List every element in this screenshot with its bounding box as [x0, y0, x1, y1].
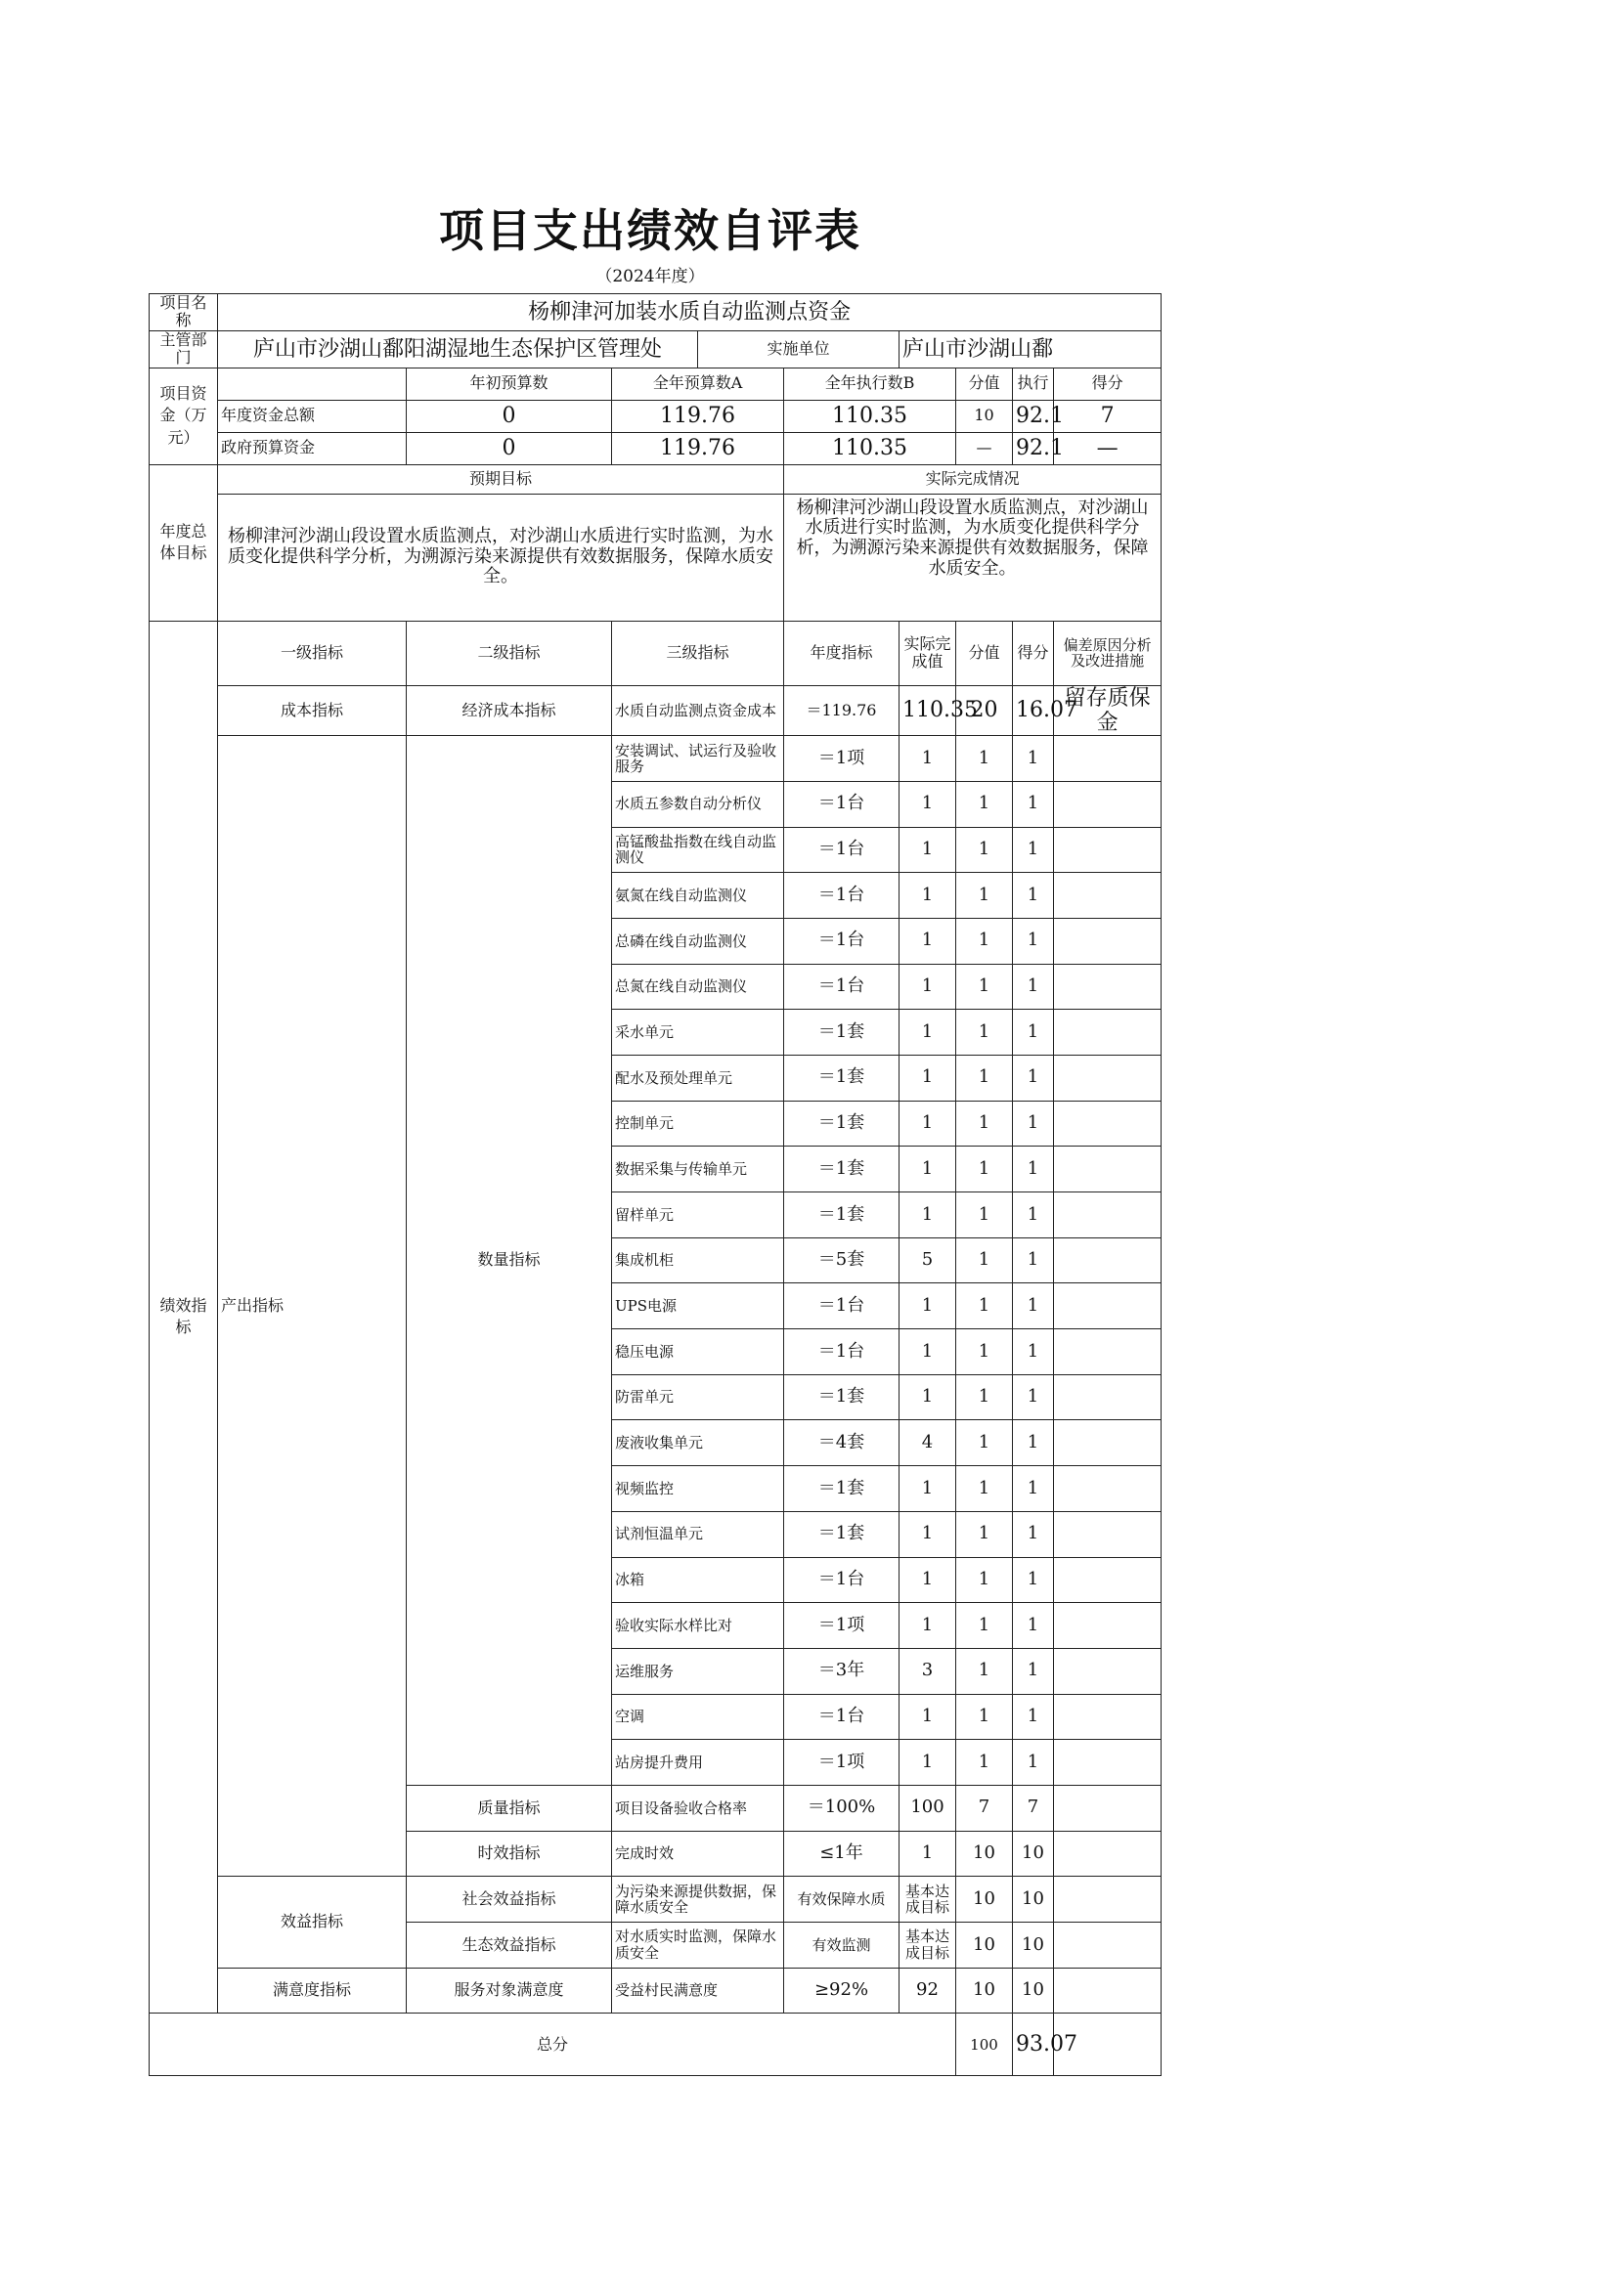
indicator-target: ＝1套: [784, 1055, 900, 1101]
funds-score-value: —: [956, 432, 1013, 464]
indicator-name: 防雷单元: [612, 1374, 784, 1420]
header-level2: 二级指标: [407, 621, 612, 685]
indicator-score: 1: [1013, 1192, 1054, 1238]
indicator-value: 1: [956, 1374, 1013, 1420]
indicator-name: 冰箱: [612, 1557, 784, 1603]
indicator-name: 总磷在线自动监测仪: [612, 918, 784, 964]
indicator-score: 7: [1013, 1785, 1054, 1831]
indicator-value: 10: [956, 1831, 1013, 1877]
indicator-actual: 1: [900, 1329, 956, 1375]
timeliness-level2: 时效指标: [407, 1831, 612, 1877]
total-row: [150, 2014, 1162, 2076]
indicator-deviation: [1054, 1968, 1162, 2014]
indicator-actual: 1: [900, 1192, 956, 1238]
funds-score: 7: [1054, 400, 1162, 432]
header-score: 得分: [1013, 621, 1054, 685]
indicator-target: ＝1套: [784, 1192, 900, 1238]
indicator-deviation: [1054, 1557, 1162, 1603]
indicator-deviation: [1054, 1374, 1162, 1420]
indicator-target: ＝1台: [784, 1329, 900, 1375]
indicator-value: 10: [956, 1877, 1013, 1923]
indicator-value: 1: [956, 1511, 1013, 1557]
indicator-name: UPS电源: [612, 1283, 784, 1329]
indicator-score: 1: [1013, 1374, 1054, 1420]
indicator-value: 1: [956, 1329, 1013, 1375]
header-level1: 一级指标: [218, 621, 407, 685]
indicator-value: 1: [956, 1603, 1013, 1649]
indicator-name: 项目设备验收合格率: [612, 1785, 784, 1831]
indicator-score: 1: [1013, 1283, 1054, 1329]
indicator-score: 1: [1013, 1603, 1054, 1649]
quality-level2: 质量指标: [407, 1785, 612, 1831]
indicator-value: 1: [956, 1648, 1013, 1694]
indicator-score: 1: [1013, 1010, 1054, 1056]
indicator-score: 10: [1013, 1831, 1054, 1877]
cost-value: 20: [956, 685, 1013, 736]
funds-total-row: [150, 400, 1162, 432]
cost-level2: 经济成本指标: [407, 685, 612, 736]
indicator-target: ＝1项: [784, 1603, 900, 1649]
indicator-score: 10: [1013, 1923, 1054, 1969]
goals-expected: 杨柳津河沙湖山段设置水质监测点，对沙湖山水质进行实时监测，为水质变化提供科学分析，为溯源污染来源提供有效数据服务，保障水质安全。: [218, 494, 784, 621]
indicator-value: 1: [956, 1740, 1013, 1786]
indicator-value: 1: [956, 1283, 1013, 1329]
indicator-deviation: [1054, 781, 1162, 827]
indicator-score: 1: [1013, 964, 1054, 1010]
goals-label: 年度总体目标: [150, 464, 218, 621]
goals-expected-header: 预期目标: [218, 464, 784, 494]
indicator-deviation: [1054, 827, 1162, 873]
funds-budget: 119.76: [612, 432, 784, 464]
indicator-value: 1: [956, 1557, 1013, 1603]
indicator-actual: 3: [900, 1648, 956, 1694]
indicator-actual: 基本达成目标: [900, 1877, 956, 1923]
indicator-name: 站房提升费用: [612, 1740, 784, 1786]
quantity-level2: 数量指标: [407, 736, 612, 1786]
indicator-target: ＝1台: [784, 1283, 900, 1329]
funds-header-score-value: 分值: [956, 368, 1013, 400]
indicator-value: 10: [956, 1968, 1013, 2014]
indicator-actual: 1: [900, 1010, 956, 1056]
indicator-actual: 1: [900, 1101, 956, 1147]
funds-row-label: 年度资金总额: [218, 400, 407, 432]
indicator-name: 留样单元: [612, 1192, 784, 1238]
indicator-value: 1: [956, 1010, 1013, 1056]
indicator-name: 数据采集与传输单元: [612, 1147, 784, 1192]
funds-score: —: [1054, 432, 1162, 464]
indicator-deviation: [1054, 1010, 1162, 1056]
header-deviation: 偏差原因分析及改进措施: [1054, 621, 1162, 685]
indicator-score: 1: [1013, 1648, 1054, 1694]
indicator-name: 空调: [612, 1694, 784, 1740]
funds-rate: 92.1: [1013, 400, 1054, 432]
indicator-value: 1: [956, 1466, 1013, 1512]
indicator-target: ＝5套: [784, 1237, 900, 1283]
indicator-actual: 1: [900, 964, 956, 1010]
indicator-actual: 5: [900, 1237, 956, 1283]
cost-name: 水质自动监测点资金成本: [612, 685, 784, 736]
indicator-deviation: [1054, 1192, 1162, 1238]
unit-name: 庐山市沙湖山鄱: [900, 330, 1162, 368]
indicator-score: 1: [1013, 1329, 1054, 1375]
indicator-actual: 92: [900, 1968, 956, 2014]
indicator-name: 控制单元: [612, 1101, 784, 1147]
indicator-value: 1: [956, 964, 1013, 1010]
indicator-score: 1: [1013, 1055, 1054, 1101]
cost-note: 留存质保金: [1054, 685, 1162, 736]
satisfaction-level1: 满意度指标: [218, 1968, 407, 2014]
indicator-value: 1: [956, 1694, 1013, 1740]
funds-label: 项目资金（万元）: [150, 368, 218, 464]
indicator-target: ＝1项: [784, 736, 900, 782]
indicator-actual: 1: [900, 1374, 956, 1420]
indicator-deviation: [1054, 1740, 1162, 1786]
indicator-actual: 100: [900, 1785, 956, 1831]
indicator-actual: 4: [900, 1420, 956, 1466]
indicator-deviation: [1054, 1785, 1162, 1831]
indicator-target: 有效保障水质: [784, 1877, 900, 1923]
indicator-deviation: [1054, 1694, 1162, 1740]
indicator-actual: 1: [900, 781, 956, 827]
indicator-deviation: [1054, 1511, 1162, 1557]
indicator-deviation: [1054, 1055, 1162, 1101]
indicator-actual: 1: [900, 1557, 956, 1603]
indicator-actual: 1: [900, 1831, 956, 1877]
indicator-target: ＝1套: [784, 1147, 900, 1192]
funds-gov-row: [150, 432, 1162, 464]
indicator-value: 1: [956, 1237, 1013, 1283]
indicator-target: ＝1台: [784, 918, 900, 964]
cost-row: [150, 685, 1162, 736]
indicator-actual: 1: [900, 1603, 956, 1649]
social-benefit-row: [150, 1877, 1162, 1923]
indicator-actual: 1: [900, 1147, 956, 1192]
total-score: 93.07: [1013, 2014, 1054, 2076]
indicator-actual: 1: [900, 1283, 956, 1329]
indicator-name: 视频监控: [612, 1466, 784, 1512]
funds-initial: 0: [407, 432, 612, 464]
indicator-actual: 1: [900, 827, 956, 873]
indicator-value: 1: [956, 1420, 1013, 1466]
quantity-row: [150, 736, 1162, 782]
indicator-target: ＝1套: [784, 1101, 900, 1147]
funds-header-score: 得分: [1054, 368, 1162, 400]
page-title: 项目支出绩效自评表: [439, 204, 861, 257]
header-value: 分值: [956, 621, 1013, 685]
indicator-target: ＝100%: [784, 1785, 900, 1831]
indicator-actual: 1: [900, 873, 956, 919]
indicator-target: ＝1台: [784, 781, 900, 827]
indicator-value: 1: [956, 1055, 1013, 1101]
funds-initial: 0: [407, 400, 612, 432]
indicator-deviation: [1054, 1237, 1162, 1283]
indicator-target: ＝1项: [784, 1740, 900, 1786]
indicator-score: 1: [1013, 1694, 1054, 1740]
indicator-score: 1: [1013, 918, 1054, 964]
indicator-score: 1: [1013, 781, 1054, 827]
funds-budget: 119.76: [612, 400, 784, 432]
indicator-deviation: [1054, 1420, 1162, 1466]
funds-score-value: 10: [956, 400, 1013, 432]
indicator-deviation: [1054, 1466, 1162, 1512]
indicator-deviation: [1054, 1329, 1162, 1375]
indicator-value: 1: [956, 1101, 1013, 1147]
indicator-name: 安装调试、试运行及验收服务: [612, 736, 784, 782]
cost-target: ＝119.76: [784, 685, 900, 736]
header-target: 年度指标: [784, 621, 900, 685]
indicator-deviation: [1054, 1283, 1162, 1329]
indicator-value: 7: [956, 1785, 1013, 1831]
indicator-name: 对水质实时监测，保障水质安全: [612, 1923, 784, 1969]
cost-score: 16.07: [1013, 685, 1054, 736]
indicator-value: 1: [956, 1147, 1013, 1192]
indicator-score: 1: [1013, 1101, 1054, 1147]
total-value: 100: [956, 2014, 1013, 2076]
funds-header-rate: 执行: [1013, 368, 1054, 400]
unit-label: 实施单位: [698, 330, 900, 368]
funds-executed: 110.35: [784, 400, 956, 432]
indicator-name: 配水及预处理单元: [612, 1055, 784, 1101]
indicator-name: 运维服务: [612, 1648, 784, 1694]
social-level2: 社会效益指标: [407, 1877, 612, 1923]
indicator-deviation: [1054, 1648, 1162, 1694]
goals-actual-header: 实际完成情况: [784, 464, 1162, 494]
funds-row-label: 政府预算资金: [218, 432, 407, 464]
indicator-deviation: [1054, 1877, 1162, 1923]
indicator-deviation: [1054, 1831, 1162, 1877]
indicator-actual: 1: [900, 1466, 956, 1512]
indicator-target: ＝1套: [784, 1511, 900, 1557]
indicator-target: ＝1台: [784, 1694, 900, 1740]
cost-level1: 成本指标: [218, 685, 407, 736]
funds-header-executed: 全年执行数B: [784, 368, 956, 400]
indicators-section-label: 绩效指标: [150, 621, 218, 2014]
indicator-name: 总氮在线自动监测仪: [612, 964, 784, 1010]
indicator-name: 验收实际水样比对: [612, 1603, 784, 1649]
indicator-score: 1: [1013, 1557, 1054, 1603]
indicator-deviation: [1054, 736, 1162, 782]
indicator-score: 1: [1013, 827, 1054, 873]
indicator-target: ＝1台: [784, 964, 900, 1010]
dept-name: 庐山市沙湖山鄱阳湖湿地生态保护区管理处: [218, 330, 698, 368]
satisfaction-row: [150, 1968, 1162, 2014]
indicator-target: ＝1套: [784, 1466, 900, 1512]
indicator-target: ＝1台: [784, 873, 900, 919]
indicator-score: 10: [1013, 1968, 1054, 2014]
indicator-deviation: [1054, 1603, 1162, 1649]
ecological-level2: 生态效益指标: [407, 1923, 612, 1969]
indicator-value: 10: [956, 1923, 1013, 1969]
funds-header-initial: 年初预算数: [407, 368, 612, 400]
indicator-score: 1: [1013, 1740, 1054, 1786]
indicator-deviation: [1054, 873, 1162, 919]
indicator-name: 为污染来源提供数据，保障水质安全: [612, 1877, 784, 1923]
indicator-score: 1: [1013, 1147, 1054, 1192]
indicator-value: 1: [956, 827, 1013, 873]
indicator-deviation: [1054, 918, 1162, 964]
indicator-name: 废液收集单元: [612, 1420, 784, 1466]
indicator-deviation: [1054, 1101, 1162, 1147]
indicator-name: 试剂恒温单元: [612, 1511, 784, 1557]
indicator-header-row: [150, 621, 1162, 685]
indicator-score: 1: [1013, 1420, 1054, 1466]
indicator-value: 1: [956, 736, 1013, 782]
project-name-label: 项目名称: [150, 294, 218, 331]
indicator-name: 采水单元: [612, 1010, 784, 1056]
funds-header-budget: 全年预算数A: [612, 368, 784, 400]
indicator-value: 1: [956, 1192, 1013, 1238]
indicator-score: 1: [1013, 1237, 1054, 1283]
indicator-target: ≤1年: [784, 1831, 900, 1877]
indicator-score: 1: [1013, 1511, 1054, 1557]
indicator-target: ＝1台: [784, 827, 900, 873]
indicator-name: 完成时效: [612, 1831, 784, 1877]
indicator-name: 高锰酸盐指数在线自动监测仪: [612, 827, 784, 873]
indicator-target: 有效监测: [784, 1923, 900, 1969]
indicator-actual: 1: [900, 1740, 956, 1786]
indicator-deviation: [1054, 964, 1162, 1010]
indicator-name: 稳压电源: [612, 1329, 784, 1375]
benefit-level1: 效益指标: [218, 1877, 407, 1968]
indicator-actual: 1: [900, 736, 956, 782]
indicator-deviation: [1054, 1923, 1162, 1969]
indicator-score: 1: [1013, 873, 1054, 919]
indicator-value: 1: [956, 873, 1013, 919]
indicator-name: 集成机柜: [612, 1237, 784, 1283]
indicator-target: ＝1套: [784, 1010, 900, 1056]
project-name-row: [150, 294, 1162, 331]
goals-content-row: [150, 494, 1162, 621]
indicator-actual: 1: [900, 1055, 956, 1101]
indicator-deviation: [1054, 1147, 1162, 1192]
indicator-actual: 1: [900, 1694, 956, 1740]
indicator-actual: 1: [900, 918, 956, 964]
funds-executed: 110.35: [784, 432, 956, 464]
indicator-target: ≥92%: [784, 1968, 900, 2014]
report-year: （2024年度）: [595, 267, 705, 286]
indicator-target: ＝1套: [784, 1374, 900, 1420]
output-level1: 产出指标: [218, 736, 407, 1877]
indicator-target: ＝4套: [784, 1420, 900, 1466]
total-label: 总分: [150, 2014, 956, 2076]
goals-actual: 杨柳津河沙湖山段设置水质监测点，对沙湖山水质进行实时监测，为水质变化提供科学分析，为溯源污染来源提供有效数据服务，保障水质安全。: [784, 494, 1162, 621]
department-row: [150, 330, 1162, 368]
project-name: 杨柳津河加装水质自动监测点资金: [218, 294, 1162, 331]
indicator-name: 氨氮在线自动监测仪: [612, 873, 784, 919]
indicator-score: 1: [1013, 736, 1054, 782]
indicator-name: 水质五参数自动分析仪: [612, 781, 784, 827]
indicator-value: 1: [956, 918, 1013, 964]
satisfaction-level2: 服务对象满意度: [407, 1968, 612, 2014]
indicator-name: 受益村民满意度: [612, 1968, 784, 2014]
indicator-target: ＝3年: [784, 1648, 900, 1694]
indicator-value: 1: [956, 781, 1013, 827]
indicator-score: 10: [1013, 1877, 1054, 1923]
funds-rate: 92.1: [1013, 432, 1054, 464]
goals-header-row: [150, 464, 1162, 494]
indicator-actual: 1: [900, 1511, 956, 1557]
indicator-score: 1: [1013, 1466, 1054, 1512]
header-actual: 实际完成值: [900, 621, 956, 685]
header-level3: 三级指标: [612, 621, 784, 685]
indicator-target: ＝1台: [784, 1557, 900, 1603]
cost-actual: 110.35: [900, 685, 956, 736]
dept-label: 主管部门: [150, 330, 218, 368]
evaluation-table: [149, 293, 1162, 2076]
indicator-actual: 基本达成目标: [900, 1923, 956, 1969]
funds-header-row: [150, 368, 1162, 400]
